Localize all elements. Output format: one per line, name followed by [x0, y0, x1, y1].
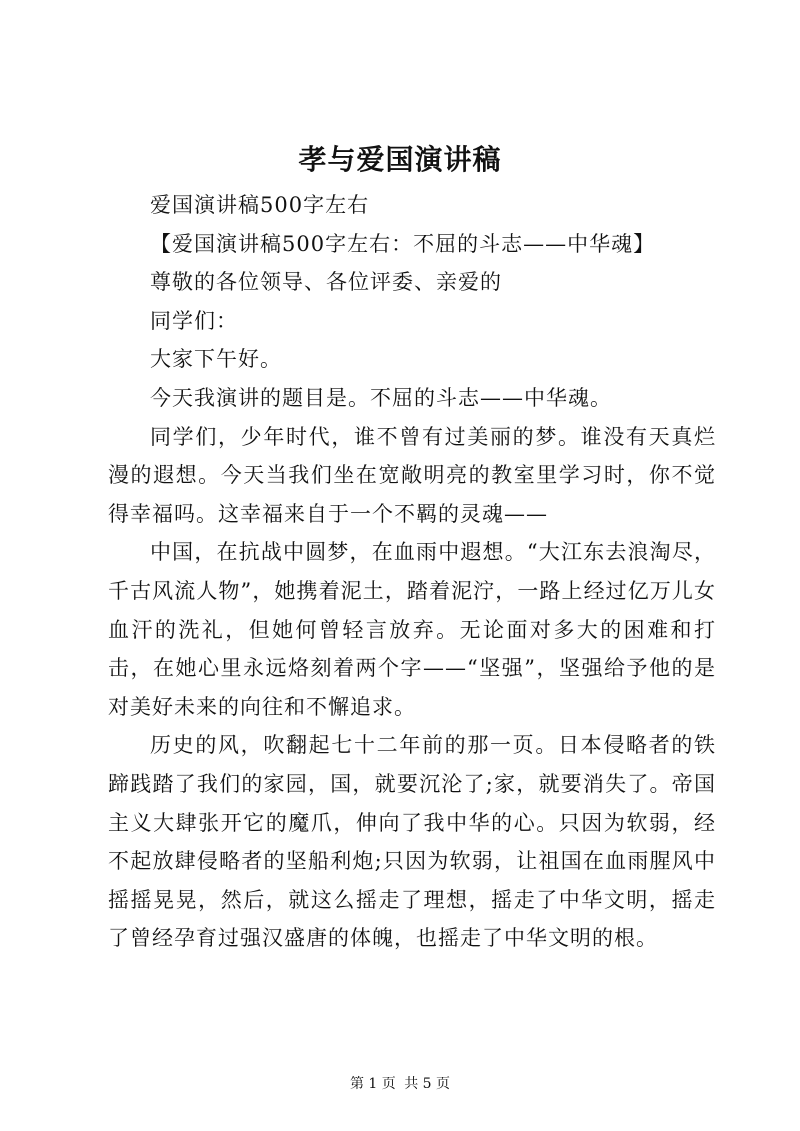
page-footer [0, 1074, 800, 1094]
paragraph: 爱国演讲稿500字左右 [150, 193, 370, 217]
paragraph: 中国，在抗战中圆梦，在血雨中遐想。“大江东去浪淘尽，千古风流人物”，她携着泥土，踏着泥泞，一路上经过亿万儿女血汗的洗礼，但她何曾轻言放弃。无论面对多大的困难和打击，在她心里永远烙刻着两个字——“坚强”，坚强给予他的是对美好未来的向往和不懈追求。 [108, 540, 716, 719]
paragraph: 历史的风，吹翻起七十二年前的那一页。日本侵略者的铁蹄践踏了我们的家园，国，就要沉沦了;家，就要消失了。帝国主义大肆张开它的魔爪，伸向了我中华的心。只因为软弱，经不起放肆侵略者的坚船利炮;只因为软弱，让祖国在血雨腥风中摇摇晃晃，然后，就这么摇走了理想，摇走了中华文明，摇走了曾经孕育过强汉盛唐的体魄，也摇走了中华文明的根。 [108, 733, 716, 951]
page-total: 共 5 页 [404, 1076, 451, 1092]
paragraph: 尊敬的各位领导、各位评委、亲爱的 [150, 270, 502, 295]
paragraph: 【爱国演讲稿500字左右：不屈的斗志——中华魂】 [150, 231, 656, 256]
document-title: 孝与爱国演讲稿 [298, 143, 502, 176]
paragraph: 大家下午好。 [150, 347, 282, 372]
page-number: 第 1 页 [349, 1076, 396, 1092]
paragraph: 同学们： [150, 308, 238, 333]
document-body [108, 186, 716, 958]
paragraph: 同学们，少年时代，谁不曾有过美丽的梦。谁没有天真烂漫的遐想。今天当我们坐在宽敞明亮的教室里学习时，你不觉得幸福吗。这幸福来自于一个不羁的灵魂—— [108, 424, 716, 526]
paragraph: 今天我演讲的题目是。不屈的斗志——中华魂。 [150, 385, 612, 410]
